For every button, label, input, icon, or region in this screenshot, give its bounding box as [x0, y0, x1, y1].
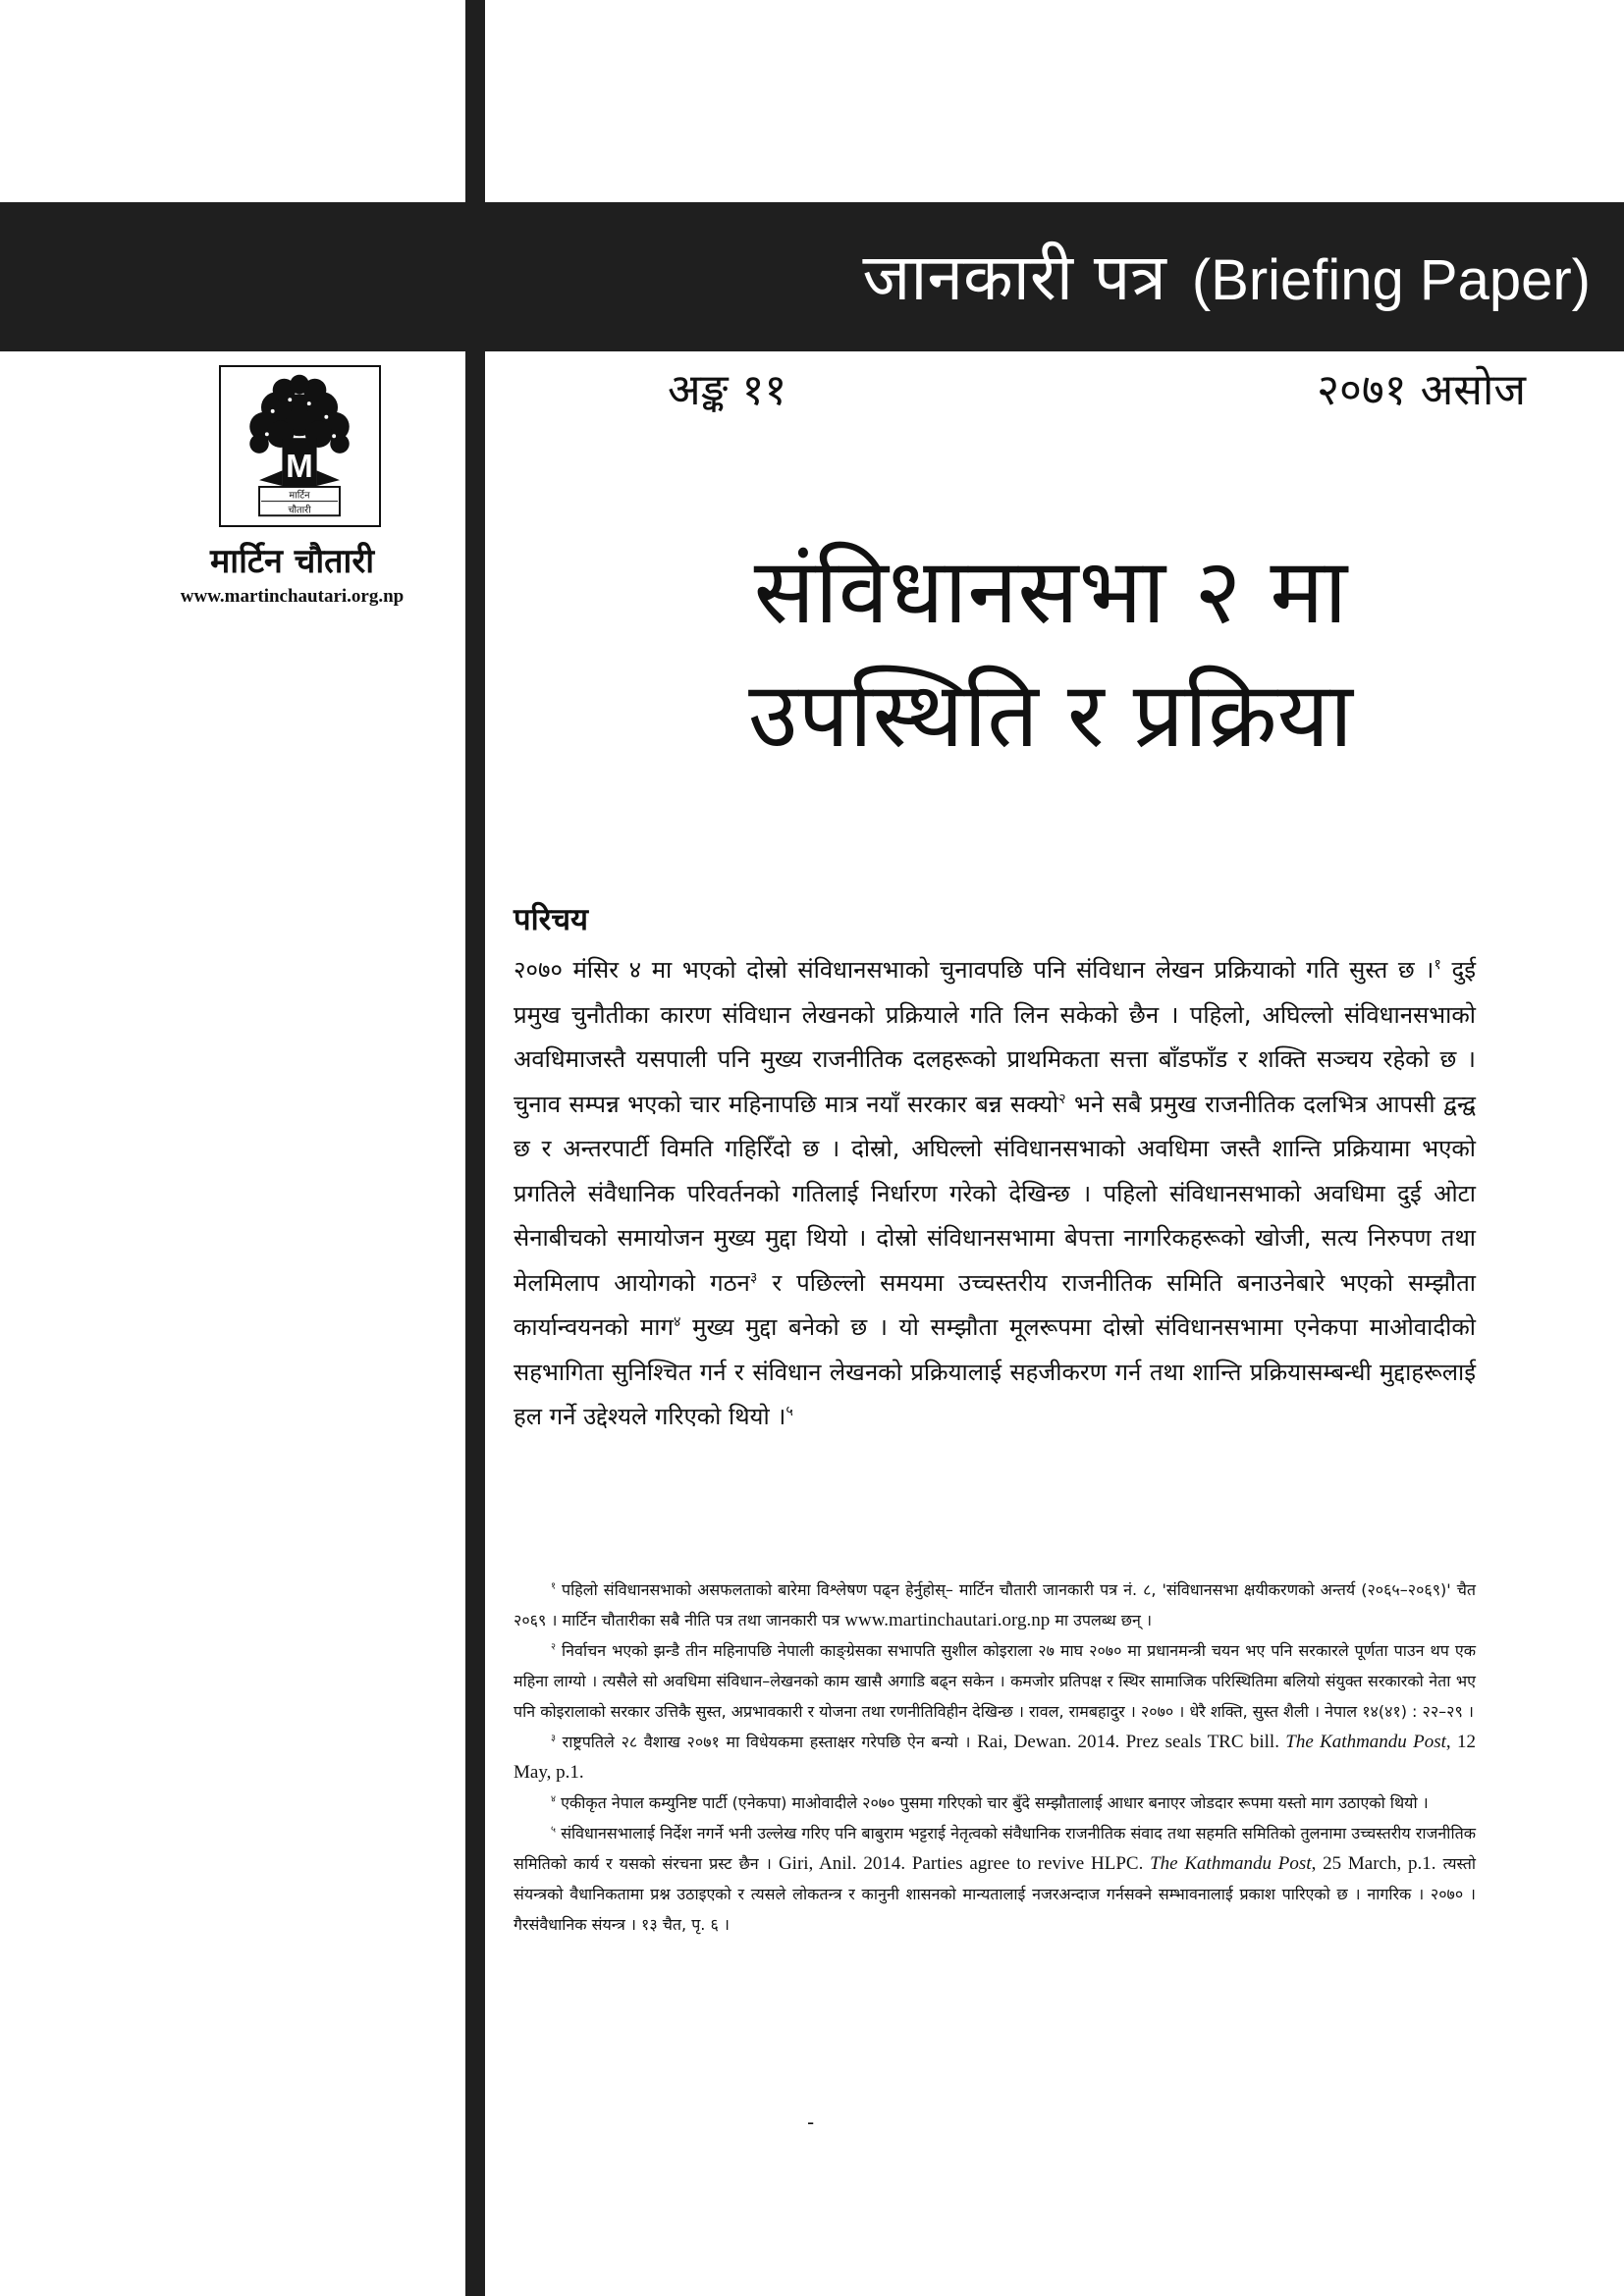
footnote-text: निर्वाचन भएको झन्डै तीन महिनापछि नेपाली काङ्ग्रेसका सभापति सुशील कोइराला २७ माघ २०७० मा प्रधानमन्त्री चयन भए पनि सरकारले पूर्णता पाउन थप एक महिना लाग्यो । त्यसैले सो अवधिमा संविधान–लेखनको काम खासै अगाडि बढ्न सकेन । कमजोर प्रतिपक्ष र स्थिर सामाजिक परिस्थितिमा बलियो संयुक्त सरकारको नेता भए पनि कोइरालाको सरकार उत्तिकै सुस्त, अप्रभावकारी र योजना तथा रणनीतिविहीन देखिन्छ । रावल, रामबहादुर । २०७० । धेरै शक्ति, सुस्त शैली । नेपाल १४(४१) : २२–२९ ।	[514, 1641, 1476, 1721]
footnote-tail: त्यस्तो संयन्त्रको वैधानिकतामा प्रश्न उठाइएको र त्यसले लोकतन्त्र र कानुनी शासनको मान्यतालाई नजरअन्दाज गर्नसक्ने सम्भावनालाई प्रकाश पारिएको छ । नागरिक । २०७० । गैरसंवैधानिक संयन्त्र । १३ चैत, पृ. ६ ।	[514, 1854, 1477, 1934]
intro-text-3: भने सबै प्रमुख राजनीतिक दलभित्र आपसी द्वन्द्व छ र अन्तरपार्टी विमति गहिरिँदो छ । दोस्रो, अघिल्लो संविधानसभाको अवधिमा जस्तै शान्ति प्रक्रियामा भएको प्रगतिले संवैधानिक परिवर्तनको गतिलाई निर्धारण गरेको देखिन्छ । पहिलो संविधानसभाको अवधिमा दुई ओटा सेनाबीचको समायोजन मुख्य मुद्दा थियो । दोस्रो संविधानसभामा बेपत्ता नागरिकहरूको खोजी, सत्य निरुपण तथा मेलमिलाप आयोगको गठन	[514, 1090, 1476, 1297]
footnote-ref-3[interactable]: ३	[749, 1269, 758, 1286]
title-line-2: उपस्थिति र प्रक्रिया	[748, 663, 1353, 768]
issue-number: अङ्क ११	[668, 365, 787, 415]
footnote-text: राष्ट्रपतिले २८ वैशाख २०७१ मा विधेयकमा हस्ताक्षर गरेपछि ऐन बन्यो ।	[556, 1733, 978, 1751]
footnote-ref-2[interactable]: २	[1058, 1091, 1066, 1107]
section-heading: परिचय	[514, 902, 588, 937]
footnote-2	[514, 1635, 1476, 1727]
intro-text-4: र पछिल्लो समयमा उच्चस्तरीय राजनीतिक समिति बनाउनेबारे भएको सम्झौता कार्यान्वयनको माग	[514, 1268, 1477, 1341]
footnote-ref-4[interactable]: ४	[673, 1314, 681, 1330]
footnote-journal: The Kathmandu Post	[1150, 1853, 1312, 1874]
footnote-1	[514, 1575, 1476, 1635]
intro-paragraph	[514, 948, 1476, 1440]
footnote-4	[514, 1788, 1476, 1818]
footnote-text: एकीकृत नेपाल कम्युनिष्ट पार्टी (एनेकपा) माओवादीले २०७० पुसमा गरिएको चार बुँदे सम्झौतालाई आधार बनाएर जोडदार रूपमा यस्तो माग उठाएको थियो ।	[556, 1793, 1429, 1812]
issue-date: २०७१ असोज	[1317, 365, 1526, 415]
intro-text-2: दुई प्रमुख चुनौतीका कारण संविधान लेखनको प्रक्रियाले गति लिन सकेको छैन । पहिलो, अघिल्लो संविधानसभाको अवधिमाजस्तै यसपाली पनि मुख्य राजनीतिक दलहरूको प्राथमिकता सत्ता बाँडफाँड र शक्ति सञ्चय रहेको छ । चुनाव सम्पन्न भएको चार महिनापछि मात्र नयाँ सरकार बन्न सक्यो	[514, 956, 1476, 1118]
footnote-5	[514, 1818, 1476, 1940]
banner-title-nepali: जानकारी पत्र	[862, 240, 1166, 315]
footnote-reference-tail: , 25 March, p.1.	[1311, 1853, 1436, 1874]
footnote-journal: The Kathmandu Post	[1285, 1732, 1446, 1752]
footnotes	[514, 1575, 1476, 1940]
title-line-1: संविधानसभा २ मा	[753, 539, 1348, 644]
tree-logo-icon	[221, 367, 379, 525]
footnote-reference: Rai, Dewan. 2014. Prez seals TRC bill.	[977, 1732, 1286, 1752]
vertical-bar	[465, 0, 485, 2296]
footnote-mark: २	[551, 1641, 556, 1653]
footnote-mark: १	[551, 1580, 556, 1592]
footnote-text: पहिलो संविधानसभाको असफलताको बारेमा विश्लेषण पढ्न हेर्नुहोस्– मार्टिन चौतारी जानकारी पत्र नं. ८, 'संविधानसभा क्षयीकरणको अन्तर्य (२०६५–२०६९)' चैत २०६९ । मार्टिन चौतारीका सबै नीति पत्र तथा जानकारी पत्र	[514, 1580, 1476, 1629]
logo-letter: M	[286, 449, 313, 486]
organization-name: मार्टिन चौतारी	[209, 542, 375, 581]
header-band-left	[0, 202, 465, 351]
page-number: -	[807, 2110, 815, 2134]
logo-caption-bottom: चौतारी	[288, 505, 311, 516]
footnote-mark: ३	[551, 1733, 556, 1744]
footnote-reference: Giri, Anil. 2014. Parties agree to revive HLPC.	[778, 1853, 1151, 1874]
intro-text-5: मुख्य मुद्दा बनेको छ । यो सम्झौता मूलरूपमा दोस्रो संविधानसभामा एनेकपा माओवादीको सहभागिता सुनिश्चित गर्न र संविधान लेखनको प्रक्रियालाई सहजीकरण गर्न तथा शान्ति प्रक्रियासम्बन्धी मुद्दाहरूलाई हल गर्ने उद्देश्यले गरिएको थियो ।	[514, 1313, 1476, 1430]
footnote-tail: मा उपलब्ध छन् ।	[1050, 1611, 1153, 1629]
footnote-reference-tail: , 12 May, p.1.	[514, 1732, 1477, 1783]
organization-logo	[219, 365, 381, 527]
footnote-mark: ५	[551, 1824, 556, 1836]
footnote-url[interactable]: www.martinchautari.org.np	[844, 1610, 1051, 1630]
footnote-3	[514, 1727, 1476, 1788]
footnote-ref-5[interactable]: ५	[785, 1404, 793, 1419]
intro-text-1: २०७० मंसिर ४ मा भएको दोस्रो संविधानसभाको चुनावपछि पनि संविधान लेखन प्रक्रियाको गति सुस्त छ ।	[514, 956, 1435, 984]
banner-title	[511, 224, 1610, 332]
footnote-mark: ४	[551, 1793, 556, 1805]
footnote-ref-1[interactable]: १	[1434, 957, 1441, 973]
organization-url[interactable]: www.martinchautari.org.np	[180, 586, 405, 607]
banner-title-english: (Briefing Paper)	[1191, 248, 1591, 312]
footnote-text: संविधानसभालाई निर्देश नगर्ने भनी उल्लेख गरिए पनि बाबुराम भट्टराई नेतृत्वको संवैधानिक राजनीतिक संवाद तथा सहमति समितिको तुलनामा उच्चस्तरीय राजनीतिक समितिको कार्य र यसको संरचना प्रस्ट छैन ।	[514, 1824, 1476, 1873]
logo-caption-top: मार्टिन	[289, 490, 310, 502]
page-title	[550, 530, 1551, 777]
